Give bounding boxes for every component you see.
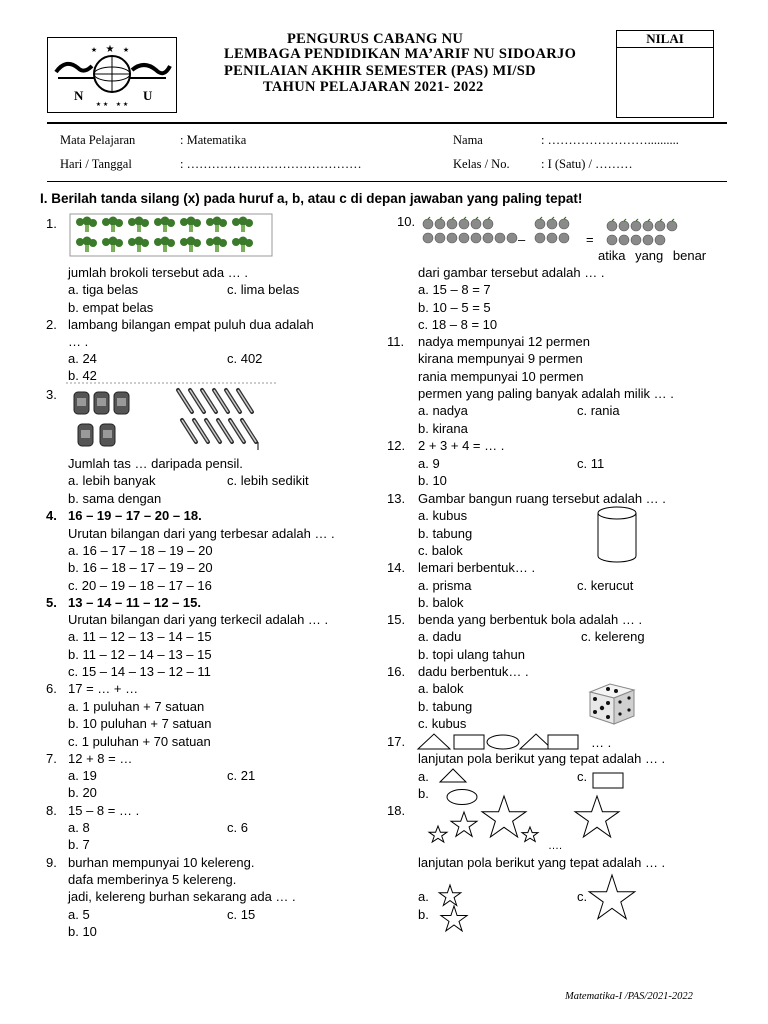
q5-option-b[interactable]: b. 11 – 12 – 14 – 13 – 15	[68, 647, 212, 662]
q15-option-a[interactable]: a. dadu	[418, 629, 462, 644]
q5-number: 5.	[46, 595, 57, 610]
q4-option-a[interactable]: a. 16 – 17 – 18 – 19 – 20	[68, 543, 213, 558]
q17-dots: … .	[591, 735, 612, 750]
q18-option-b[interactable]: b.	[418, 907, 429, 922]
q18-number: 18.	[387, 803, 406, 818]
q13-option-a[interactable]: a. kubus	[418, 508, 468, 523]
svg-text:★: ★	[122, 47, 130, 54]
q11-stem-2: kirana mempunyai 9 permen	[418, 351, 583, 366]
nama-label: Nama	[453, 133, 483, 147]
header-line-1: PENGURUS CABANG NU	[287, 31, 464, 47]
info-divider	[47, 181, 727, 182]
q4-option-c[interactable]: c. 20 – 19 – 18 – 17 – 16	[68, 578, 212, 593]
q14-stem: lemari berbentuk… .	[418, 560, 536, 575]
svg-text:★: ★	[90, 47, 98, 54]
q12-number: 12.	[387, 438, 406, 453]
q10-number: 10.	[397, 214, 416, 229]
nilai-box	[616, 30, 714, 118]
q15-option-c[interactable]: c. kelereng	[581, 629, 645, 644]
q3-option-c[interactable]: c. lebih sedikit	[227, 473, 309, 488]
q2-stem: lambang bilangan empat puluh dua adalah	[68, 317, 314, 332]
q18-dots: ….	[548, 840, 563, 852]
q12-option-c[interactable]: c. 11	[577, 456, 605, 471]
q6-option-a[interactable]: a. 1 puluhan + 7 satuan	[68, 699, 205, 714]
triangle-shape-icon	[438, 767, 468, 784]
q5-option-a[interactable]: a. 11 – 12 – 13 – 14 – 15	[68, 629, 212, 644]
q17-pattern	[416, 732, 586, 752]
q10-option-c[interactable]: c. 18 – 8 = 10	[418, 317, 498, 332]
q5-option-c[interactable]: c. 15 – 14 – 13 – 12 – 11	[68, 664, 211, 679]
q10-stem: dari gambar tersebut adalah … .	[418, 265, 605, 280]
q15-number: 15.	[387, 612, 406, 627]
q11-option-a[interactable]: a. nadya	[418, 403, 468, 418]
logo-letter-n: N	[74, 88, 84, 103]
svg-text:★: ★	[105, 44, 115, 55]
q14-number: 14.	[387, 560, 406, 575]
q1-option-c[interactable]: c. lima belas	[227, 282, 300, 297]
q2-stem-cont: … .	[68, 334, 89, 349]
q14-option-b[interactable]: b. balok	[418, 595, 464, 610]
q18-stem: lanjutan pola berikut yang tepat adalah … .	[418, 855, 666, 870]
q16-option-c[interactable]: c. kubus	[418, 716, 467, 731]
cylinder-image	[596, 506, 642, 562]
q16-option-a[interactable]: a. balok	[418, 681, 464, 696]
q8-stem: 15 – 8 = … .	[68, 803, 140, 818]
q2-option-c[interactable]: c. 402	[227, 351, 263, 366]
header-divider	[47, 122, 727, 124]
q9-stem: burhan mempunyai 10 kelereng.	[68, 855, 255, 870]
medium-star-icon	[440, 905, 468, 933]
rectangle-shape-icon	[592, 772, 624, 789]
q5-sequence: 13 – 14 – 11 – 12 – 15.	[68, 595, 202, 610]
nilai-label: NILAI	[617, 31, 713, 48]
q18-option-a[interactable]: a.	[418, 889, 429, 904]
nu-logo-graphic	[48, 38, 176, 112]
large-star-icon	[588, 874, 636, 922]
q8-option-a[interactable]: a. 8	[68, 820, 90, 835]
q10-option-a[interactable]: a. 15 – 8 = 7	[418, 282, 491, 297]
q2-option-b[interactable]: b. 42	[68, 368, 97, 383]
header-line-2: LEMBAGA PENDIDIKAN MA’ARIF NU SIDOARJO	[224, 46, 577, 62]
q3-number: 3.	[46, 387, 57, 402]
q15-option-b[interactable]: b. topi ulang tahun	[418, 647, 525, 662]
q2-number: 2.	[46, 317, 57, 332]
hari-label: Hari / Tanggal	[60, 157, 132, 171]
q5-stem: Urutan bilangan dari yang terkecil adalah … .	[68, 612, 329, 627]
q6-number: 6.	[46, 681, 57, 696]
q15-stem: benda yang berbentuk bola adalah … .	[418, 612, 643, 627]
dice-image	[586, 680, 638, 728]
q3-option-b[interactable]: b. sama dengan	[68, 491, 162, 506]
q14-option-c[interactable]: c. kerucut	[577, 578, 634, 593]
hari-value: : ……………………………………	[180, 157, 362, 171]
q11-stem-3: rania mempunyai 10 permen	[418, 369, 584, 384]
q9-number: 9.	[46, 855, 57, 870]
q1-stem: jumlah brokoli tersebut ada … .	[68, 265, 248, 280]
q3-stem: Jumlah tas … daripada pensil.	[68, 456, 243, 471]
q3-option-a[interactable]: a. lebih banyak	[68, 473, 156, 488]
logo-letter-u: U	[143, 88, 153, 103]
q10-minus: –	[518, 232, 526, 247]
nu-logo	[47, 37, 177, 113]
q7-option-c[interactable]: c. 21	[227, 768, 256, 783]
q6-option-b[interactable]: b. 10 puluhan + 7 satuan	[68, 716, 212, 731]
q9-option-a[interactable]: a. 5	[68, 907, 90, 922]
header-line-4: TAHUN PELAJARAN 2021- 2022	[263, 79, 484, 95]
q1-option-a[interactable]: a. tiga belas	[68, 282, 139, 297]
q16-option-b[interactable]: b. tabung	[418, 699, 473, 714]
q7-number: 7.	[46, 751, 57, 766]
q4-sequence: 16 – 19 – 17 – 20 – 18.	[68, 508, 202, 523]
q2-option-a[interactable]: a. 24	[68, 351, 97, 366]
q9-option-c[interactable]: c. 15	[227, 907, 256, 922]
q11-number: 11.	[387, 334, 405, 349]
q10-option-b[interactable]: b. 10 – 5 = 5	[418, 300, 491, 315]
q13-number: 13.	[387, 491, 406, 506]
q10-caption: atika yang benar	[598, 248, 707, 263]
q12-option-b[interactable]: b. 10	[418, 473, 447, 488]
broccoli-image	[70, 214, 272, 256]
q18-option-c[interactable]: c.	[577, 889, 588, 904]
kelas-value: : I (Satu) / ………	[541, 157, 633, 171]
q13-option-c[interactable]: c. balok	[418, 543, 463, 558]
q16-stem: dadu berbentuk… .	[418, 664, 529, 679]
q1-number: 1.	[46, 216, 57, 231]
q18-star-pattern	[426, 794, 636, 844]
q14-option-a[interactable]: a. prisma	[418, 578, 472, 593]
q16-number: 16.	[387, 664, 406, 679]
q10-equals: =	[586, 232, 594, 247]
footer-code: Matematika-I /PAS/2021-2022	[565, 991, 693, 1002]
header-line-3: PENILAIAN AKHIR SEMESTER (PAS) MI/SD	[224, 63, 536, 79]
q17-option-c[interactable]: c.	[577, 769, 588, 784]
nama-value: : ……………………..........	[541, 133, 679, 147]
q11-option-b[interactable]: b. kirana	[418, 421, 468, 436]
q17-number: 17.	[387, 734, 406, 749]
q13-stem: Gambar bangun ruang tersebut adalah … .	[418, 491, 666, 506]
q17-option-b[interactable]: b.	[418, 786, 429, 801]
small-star-icon	[438, 884, 462, 906]
q9-option-b[interactable]: b. 10	[68, 924, 97, 939]
q8-number: 8.	[46, 803, 57, 818]
q4-stem: Urutan bilangan dari yang terbesar adalah … .	[68, 526, 335, 541]
q8-option-b[interactable]: b. 7	[68, 837, 90, 852]
q11-stem: nadya mempunyai 12 permen	[418, 334, 590, 349]
q1-option-b[interactable]: b. empat belas	[68, 300, 154, 315]
svg-text:★ ★: ★ ★	[95, 102, 109, 108]
mapel-value: : Matematika	[180, 133, 247, 147]
q7-stem: 12 + 8 = …	[68, 751, 133, 766]
q6-option-c[interactable]: c. 1 puluhan + 70 satuan	[68, 734, 211, 749]
q17-option-a[interactable]: a.	[418, 769, 429, 784]
q9-stem-2: dafa memberinya 5 kelereng.	[68, 872, 237, 887]
q12-option-a[interactable]: a. 9	[418, 456, 440, 471]
bags-and-pencils-image	[66, 382, 276, 454]
q12-stem: 2 + 3 + 4 = … .	[418, 438, 505, 453]
instruction: I. Berilah tanda silang (x) pada huruf a, b, atau c di depan jawaban yang paling tepat!	[40, 191, 583, 206]
q17-stem: lanjutan pola berikut yang tepat adalah … .	[418, 751, 666, 766]
q7-option-b[interactable]: b. 20	[68, 785, 97, 800]
q8-option-c[interactable]: c. 6	[227, 820, 248, 835]
kelas-label: Kelas / No.	[453, 157, 510, 171]
q9-stem-3: jadi, kelereng burhan sekarang ada … .	[68, 889, 296, 904]
q11-stem-4: permen yang paling banyak adalah milik … .	[418, 386, 674, 401]
q4-number: 4.	[46, 508, 57, 523]
q11-option-c[interactable]: c. rania	[577, 403, 620, 418]
q6-stem: 17 = … + …	[68, 681, 139, 696]
mapel-label: Mata Pelajaran	[60, 133, 136, 147]
q7-option-a[interactable]: a. 19	[68, 768, 97, 783]
svg-text:★ ★: ★ ★	[115, 102, 129, 108]
q13-option-b[interactable]: b. tabung	[418, 526, 473, 541]
q4-option-b[interactable]: b. 16 – 18 – 17 – 19 – 20	[68, 560, 213, 575]
